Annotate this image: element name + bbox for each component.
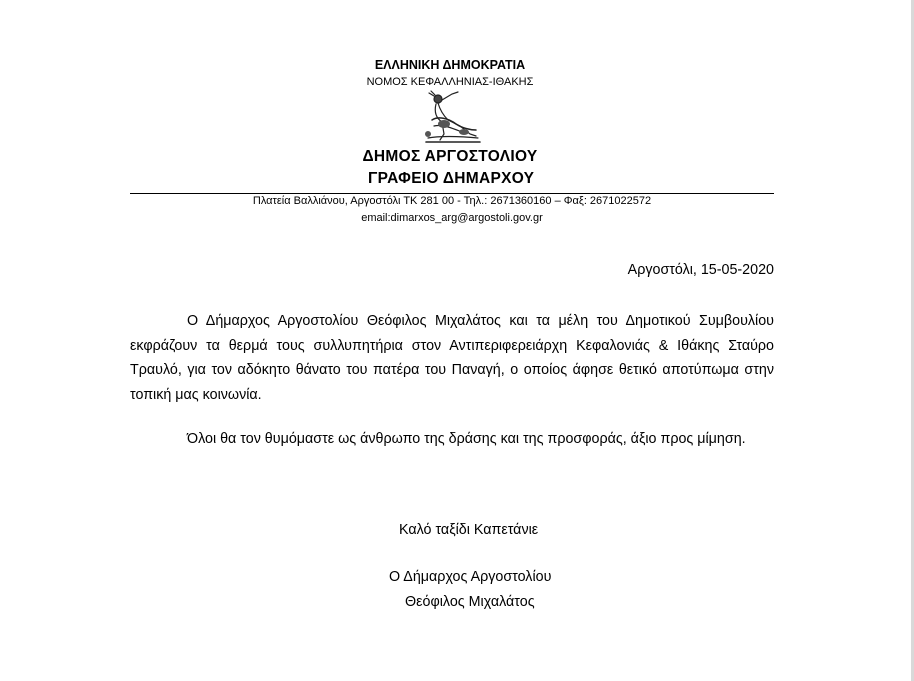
municipality-heading: ΔΗΜΟΣ ΑΡΓΟΣΤΟΛΙΟΥ <box>362 148 538 165</box>
contact-email: email:dimarxos_arg@argostoli.gov.gr <box>361 212 543 224</box>
office-heading: ΓΡΑΦΕΙΟ ΔΗΜΑΡΧΟΥ <box>368 170 535 187</box>
letter-date: Αργοστόλι, 15-05-2020 <box>627 262 774 278</box>
letter-paragraph-2: Όλοι θα τον θυμόμαστε ως άνθρωπο της δράσης και της προσφοράς, άξιο προς μίμηση. <box>187 431 746 447</box>
contact-address: Πλατεία Βαλλιάνου, Αργοστόλι ΤΚ 281 00 - Τηλ.: 2671360160 – Φαξ: 2671022572 <box>252 195 652 207</box>
letter-paragraph-1: Ο Δήμαρχος Αργοστολίου Θεόφιλος Μιχαλάτος και τα μέλη του Δημοτικού Συμβουλίου εκφράζουν τα θερμά τους συλλυπητήρια στον Αντιπεριφερειάρχη Κεφαλονιάς & Ιθάκης Σταύρο Τραυλό, για τον αδόκητο θάνατο του πατέρα του Παναγή, ο οποίος άφησε θετικό αποτύπωμα στην τοπική μας κοινωνία. <box>130 313 774 403</box>
prefecture-heading: ΝΟΜΟΣ ΚΕΦΑΛΛΗΝΙΑΣ-ΙΘΑΚΗΣ <box>366 76 534 88</box>
republic-heading: ΕΛΛΗΝΙΚΗ ΔΗΜΟΚΡΑΤΙΑ <box>374 58 526 72</box>
farewell-line: Καλό ταξίδι Καπετάνιε <box>399 522 539 538</box>
signature-title: Ο Δήμαρχος Αργοστολίου <box>389 569 552 585</box>
hermes-emblem-icon <box>418 90 486 146</box>
signature-name: Θεόφιλος Μιχαλάτος <box>405 594 535 610</box>
header-divider <box>130 193 774 194</box>
